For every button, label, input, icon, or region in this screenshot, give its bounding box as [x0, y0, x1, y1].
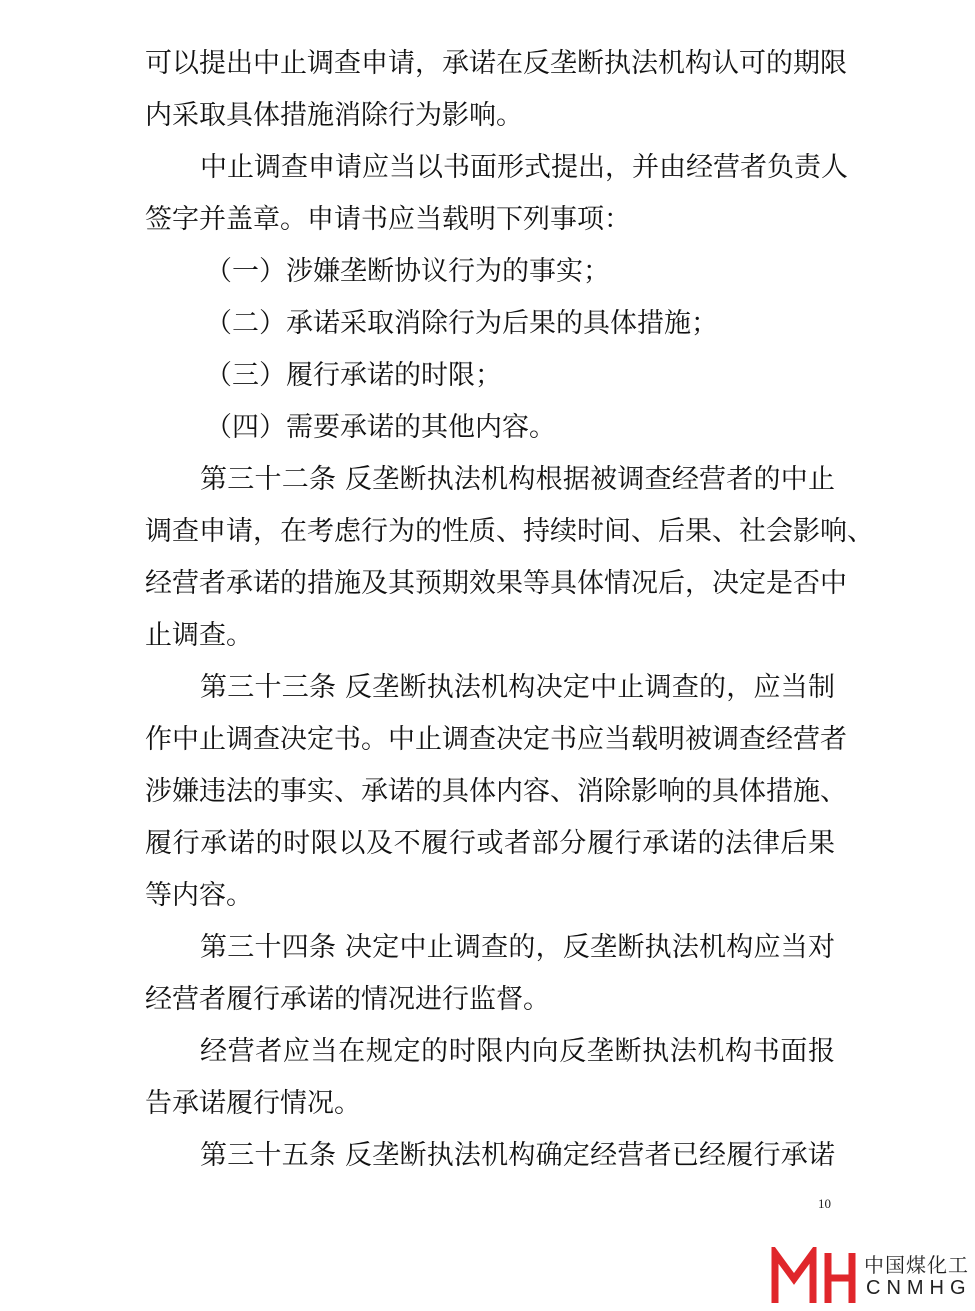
list-item: （四）需要承诺的其他内容。 [205, 412, 556, 443]
text-line: 签字并盖章。申请书应当载明下列事项： [145, 204, 631, 235]
document-body [145, 38, 874, 1182]
watermark-chinese-text: 中国煤化工 [864, 1253, 969, 1277]
watermark-latin-text: CNMHG [866, 1277, 972, 1299]
text-line: 止调查。 [145, 620, 253, 651]
text-line: 中止调查申请应当以书面形式提出，并由经营者负责人 [200, 152, 848, 183]
article-heading-line: 第三十四条 决定中止调查的，反垄断执法机构应当对 [200, 932, 835, 963]
text-line: 告承诺履行情况。 [145, 1088, 361, 1119]
text-line: 作中止调查决定书。中止调查决定书应当载明被调查经营者 [145, 724, 847, 755]
article-heading-line: 第三十二条 反垄断执法机构根据被调查经营者的中止 [200, 464, 835, 495]
text-line: 履行承诺的时限以及不履行或者部分履行承诺的法律后果 [145, 828, 835, 859]
list-item: （一）涉嫌垄断协议行为的事实； [205, 256, 610, 287]
text-line: 经营者应当在规定的时限内向反垄断执法机构书面报 [200, 1036, 835, 1067]
text-line: 涉嫌违法的事实、承诺的具体内容、消除影响的具体措施、 [145, 776, 847, 807]
page-number: 10 [818, 1196, 831, 1211]
text-line: 经营者承诺的措施及其预期效果等具体情况后，决定是否中 [145, 568, 847, 599]
text-line: 经营者履行承诺的情况进行监督。 [145, 984, 550, 1015]
watermark [770, 1247, 970, 1305]
watermark-logo-icon [770, 1247, 858, 1305]
article-heading-line: 第三十三条 反垄断执法机构决定中止调查的，应当制 [200, 672, 835, 703]
list-item: （二）承诺采取消除行为后果的具体措施； [205, 308, 718, 339]
text-line: 调查申请，在考虑行为的性质、持续时间、后果、社会影响、 [145, 516, 874, 547]
text-line: 内采取具体措施消除行为影响。 [145, 100, 523, 131]
article-heading-line: 第三十五条 反垄断执法机构确定经营者已经履行承诺 [200, 1140, 835, 1171]
text-line: 可以提出中止调查申请，承诺在反垄断执法机构认可的期限 [145, 48, 847, 79]
list-item: （三）履行承诺的时限； [205, 360, 502, 391]
text-line: 等内容。 [145, 880, 253, 911]
